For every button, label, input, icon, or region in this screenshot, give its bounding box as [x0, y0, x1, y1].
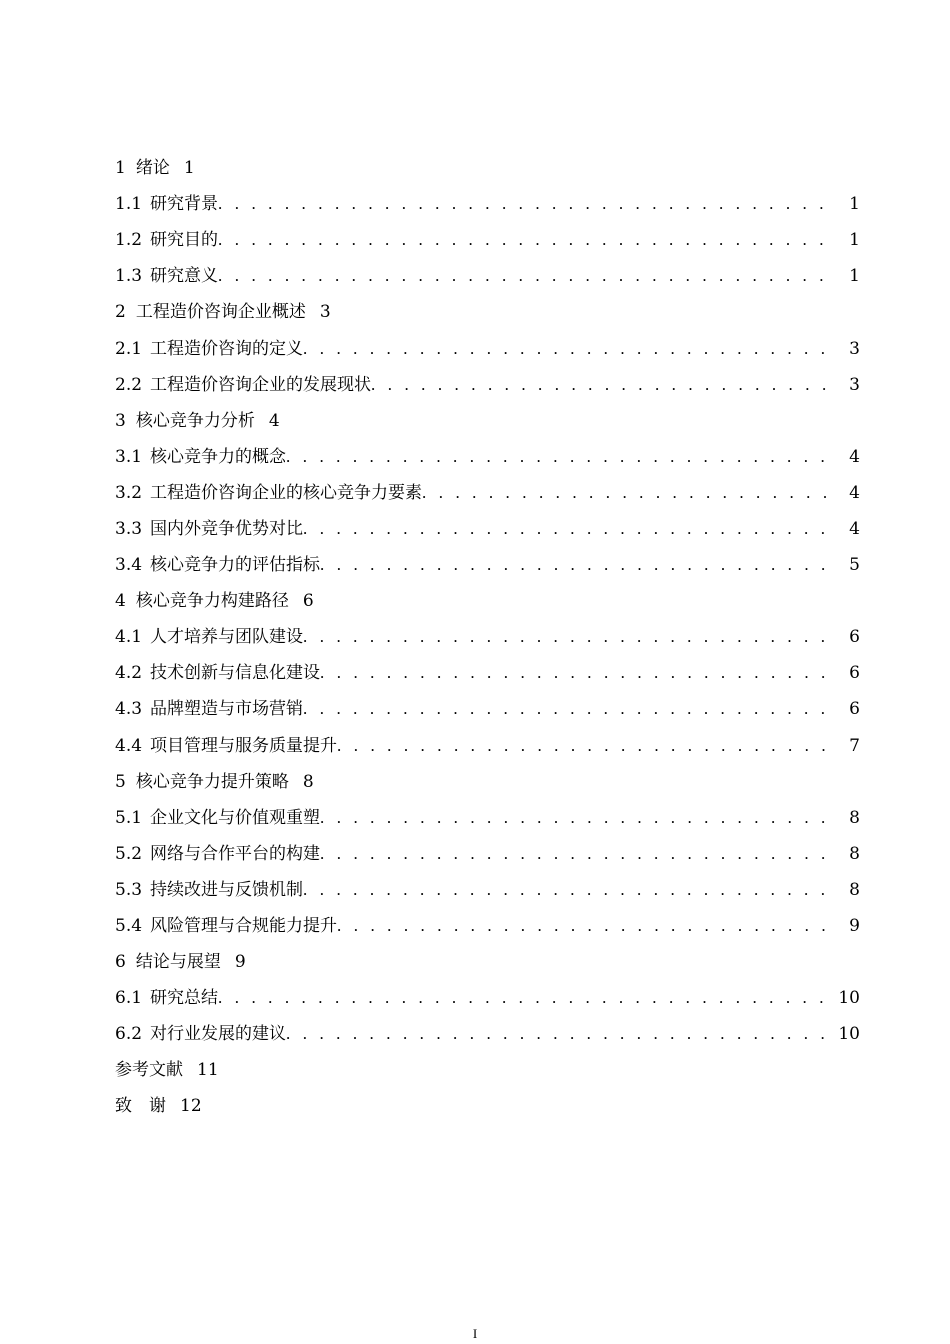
toc-entry-page: 6 — [849, 627, 860, 648]
toc-entry-number: 5.1 — [115, 807, 143, 828]
toc-entry-page: 4 — [849, 446, 860, 467]
toc-entry-title: 参考文献 — [115, 1060, 183, 1081]
toc-entry-number: 4.2 — [115, 663, 143, 684]
toc-entry-page: 12 — [180, 1096, 202, 1117]
toc-section-entry[interactable] — [115, 186, 860, 222]
toc-chapter-entry[interactable] — [115, 1088, 860, 1124]
toc-entry-title: 工程造价咨询的定义 — [150, 338, 304, 359]
toc-entry-number: 4.3 — [115, 699, 143, 720]
toc-entry-title: 网络与合作平台的构建 — [150, 843, 321, 864]
toc-entry-title: 核心竞争力提升策略 — [135, 771, 289, 792]
toc-section-entry[interactable] — [115, 258, 860, 294]
toc-dot-leader — [303, 699, 834, 719]
toc-entry-page: 1 — [849, 230, 860, 251]
toc-entry-number: 4.4 — [115, 735, 143, 756]
toc-entry-page: 1 — [183, 158, 195, 179]
toc-section-entry[interactable] — [115, 728, 860, 764]
toc-entry-page: 9 — [234, 952, 246, 973]
toc-entry-number: 5.3 — [115, 879, 143, 900]
toc-entry-number: 5.4 — [115, 916, 143, 937]
toc-dot-leader — [371, 375, 834, 395]
table-of-contents — [115, 150, 860, 1125]
toc-dot-leader — [218, 266, 834, 286]
toc-entry-title: 研究总结 — [150, 988, 219, 1009]
toc-entry-page: 6 — [302, 591, 314, 612]
toc-section-entry[interactable] — [115, 655, 860, 691]
toc-entry-title: 绪论 — [135, 158, 170, 179]
toc-dot-leader — [303, 880, 834, 900]
toc-entry-number: 2 — [115, 302, 126, 323]
toc-entry-page: 6 — [849, 699, 860, 720]
toc-dot-leader — [286, 447, 834, 467]
toc-entry-title: 人才培养与团队建设 — [150, 627, 304, 648]
toc-entry-number: 6.1 — [115, 988, 143, 1009]
toc-entry-title: 国内外竞争优势对比 — [150, 518, 304, 539]
toc-entry-page: 4 — [268, 410, 280, 431]
toc-entry-title: 品牌塑造与市场营销 — [150, 699, 304, 720]
toc-section-entry[interactable] — [115, 439, 860, 475]
toc-entry-page: 8 — [849, 843, 860, 864]
toc-entry-page: 8 — [302, 771, 314, 792]
toc-dot-leader — [218, 194, 834, 214]
toc-entry-page: 7 — [849, 735, 860, 756]
toc-section-entry[interactable] — [115, 872, 860, 908]
toc-entry-title: 研究背景 — [150, 194, 219, 215]
toc-entry-title: 结论与展望 — [135, 952, 221, 973]
toc-entry-number: 1 — [115, 158, 126, 179]
toc-entry-title: 核心竞争力分析 — [135, 410, 255, 431]
toc-entry-page: 3 — [849, 374, 860, 395]
toc-entry-number: 1.2 — [115, 230, 143, 251]
toc-entry-title: 致 谢 — [115, 1096, 166, 1117]
toc-section-entry[interactable] — [115, 367, 860, 403]
toc-entry-page: 10 — [838, 988, 860, 1009]
toc-entry-number: 4.1 — [115, 627, 143, 648]
toc-entry-page: 6 — [849, 663, 860, 684]
toc-entry-title: 核心竞争力构建路径 — [135, 591, 289, 612]
toc-entry-title: 企业文化与价值观重塑 — [150, 807, 321, 828]
toc-entry-page: 8 — [849, 807, 860, 828]
toc-chapter-entry[interactable] — [115, 764, 860, 800]
toc-section-entry[interactable] — [115, 222, 860, 258]
toc-entry-number: 2.1 — [115, 338, 143, 359]
toc-entry-title: 项目管理与服务质量提升 — [150, 735, 338, 756]
toc-dot-leader — [286, 1024, 830, 1044]
toc-section-entry[interactable] — [115, 980, 860, 1016]
toc-section-entry[interactable] — [115, 619, 860, 655]
toc-chapter-entry[interactable] — [115, 1052, 860, 1088]
toc-section-entry[interactable] — [115, 836, 860, 872]
toc-entry-page: 5 — [849, 555, 860, 576]
toc-entry-page: 1 — [849, 266, 860, 287]
page-number: I — [472, 1326, 478, 1341]
toc-section-entry[interactable] — [115, 330, 860, 366]
toc-dot-leader — [218, 988, 830, 1008]
toc-chapter-entry[interactable] — [115, 294, 860, 330]
toc-entry-page: 8 — [849, 879, 860, 900]
toc-section-entry[interactable] — [115, 691, 860, 727]
toc-entry-number: 3.2 — [115, 482, 143, 503]
toc-entry-page: 4 — [849, 482, 860, 503]
toc-entry-title: 核心竞争力的评估指标 — [150, 555, 321, 576]
toc-entry-number: 6 — [115, 952, 126, 973]
toc-dot-leader — [337, 736, 834, 756]
toc-dot-leader — [320, 555, 834, 575]
toc-entry-number: 4 — [115, 591, 126, 612]
toc-entry-number: 3.3 — [115, 518, 143, 539]
toc-entry-title: 核心竞争力的概念 — [150, 446, 287, 467]
toc-entry-page: 11 — [197, 1060, 219, 1081]
toc-entry-page: 3 — [319, 302, 331, 323]
toc-entry-number: 1.3 — [115, 266, 143, 287]
toc-entry-number: 5 — [115, 771, 126, 792]
toc-dot-leader — [337, 916, 834, 936]
toc-entry-number: 1.1 — [115, 194, 143, 215]
toc-dot-leader — [320, 663, 834, 683]
toc-entry-title: 风险管理与合规能力提升 — [150, 916, 338, 937]
toc-entry-title: 工程造价咨询企业的核心竞争力要素 — [150, 482, 423, 503]
toc-entry-number: 3 — [115, 410, 126, 431]
toc-entry-title: 研究意义 — [150, 266, 219, 287]
toc-entry-title: 技术创新与信息化建设 — [150, 663, 321, 684]
toc-section-entry[interactable] — [115, 800, 860, 836]
toc-entry-title: 工程造价咨询企业的发展现状 — [150, 374, 372, 395]
toc-section-entry[interactable] — [115, 475, 860, 511]
toc-entry-title: 工程造价咨询企业概述 — [135, 302, 306, 323]
toc-chapter-entry[interactable] — [115, 150, 860, 186]
toc-entry-page: 1 — [849, 194, 860, 215]
toc-dot-leader — [218, 230, 834, 250]
toc-section-entry[interactable] — [115, 547, 860, 583]
toc-dot-leader — [422, 483, 834, 503]
toc-dot-leader — [303, 519, 834, 539]
toc-dot-leader — [303, 627, 834, 647]
toc-entry-number: 3.4 — [115, 555, 143, 576]
toc-dot-leader — [320, 808, 834, 828]
toc-entry-page: 9 — [849, 916, 860, 937]
toc-entry-title: 对行业发展的建议 — [150, 1024, 287, 1045]
toc-section-entry[interactable] — [115, 908, 860, 944]
toc-chapter-entry[interactable] — [115, 944, 860, 980]
toc-entry-page: 4 — [849, 518, 860, 539]
toc-entry-page: 10 — [838, 1024, 860, 1045]
toc-entry-title: 研究目的 — [150, 230, 219, 251]
toc-section-entry[interactable] — [115, 1016, 860, 1052]
toc-entry-number: 5.2 — [115, 843, 143, 864]
toc-entry-title: 持续改进与反馈机制 — [150, 879, 304, 900]
toc-entry-number: 2.2 — [115, 374, 143, 395]
toc-chapter-entry[interactable] — [115, 583, 860, 619]
toc-section-entry[interactable] — [115, 511, 860, 547]
toc-entry-number: 6.2 — [115, 1024, 143, 1045]
toc-chapter-entry[interactable] — [115, 403, 860, 439]
toc-dot-leader — [303, 339, 834, 359]
toc-entry-number: 3.1 — [115, 446, 143, 467]
toc-entry-page: 3 — [849, 338, 860, 359]
toc-dot-leader — [320, 844, 834, 864]
